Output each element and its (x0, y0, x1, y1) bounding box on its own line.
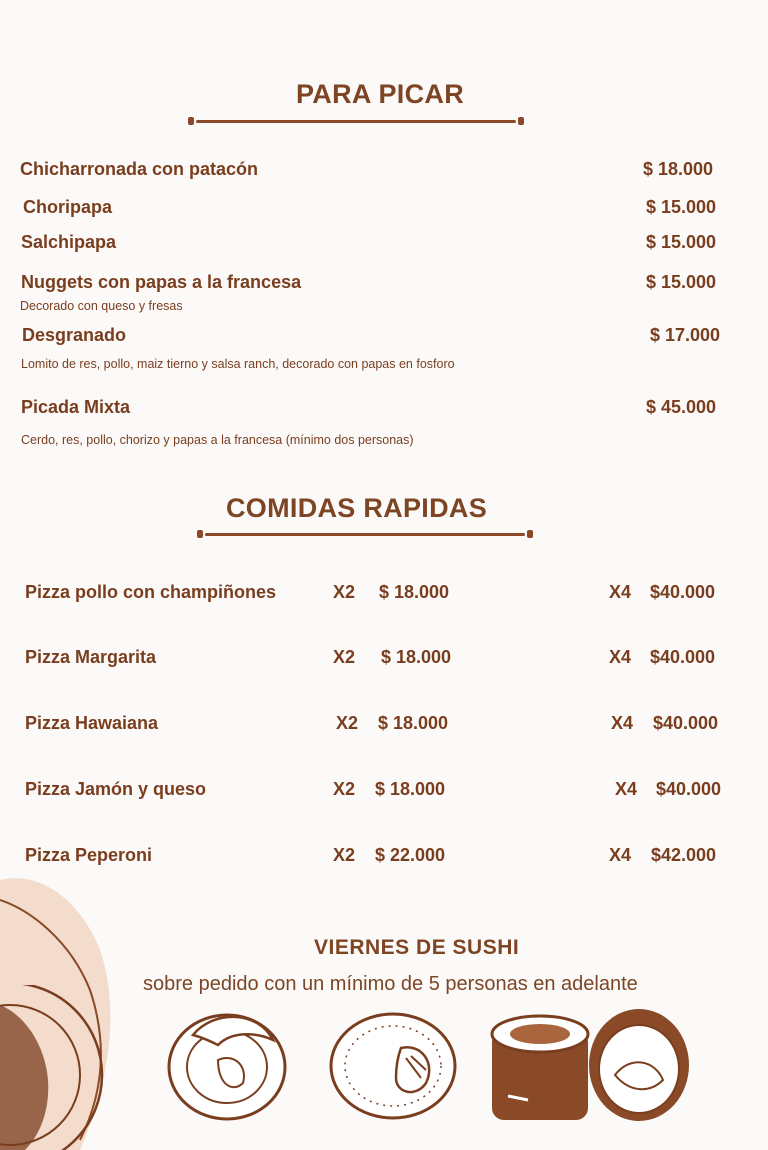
pizza-size-label: X2 (333, 582, 356, 602)
pizza-size-label: X2 (333, 779, 356, 799)
menu-item-description: Lomito de res, pollo, maiz tierno y salsa ranch, decorado con papas en fosforo (21, 357, 455, 371)
pizza-name: Pizza Jamón y queso (25, 779, 207, 799)
menu-item-price: $ 15.000 (646, 232, 717, 252)
menu-item-price: $ 45.000 (646, 397, 717, 417)
menu-item-name: Choripapa (23, 197, 113, 217)
menu-item-price: $ 17.000 (650, 325, 721, 345)
pizza-price: $ 22.000 (375, 845, 446, 865)
pizza-size-label: X2 (333, 845, 356, 865)
sushi-roll-icon (488, 1012, 592, 1124)
sushi-roll-icon (326, 1008, 461, 1120)
pizza-size-label: X2 (336, 713, 359, 733)
sushi-title: VIERNES DE SUSHI (314, 936, 520, 959)
menu-item-description: Cerdo, res, pollo, chorizo y papas a la francesa (mínimo dos personas) (21, 433, 414, 447)
pizza-price: $ 18.000 (381, 647, 452, 667)
pizza-price: $ 18.000 (379, 582, 450, 602)
menu-item-name: Picada Mixta (21, 397, 131, 417)
pizza-price: $42.000 (651, 845, 717, 865)
pizza-price: $40.000 (650, 582, 716, 602)
section-divider (197, 529, 533, 539)
section-title-para-picar: PARA PICAR (296, 79, 465, 109)
menu-item-name: Salchipapa (21, 232, 117, 252)
plate-icon (0, 985, 110, 1150)
sushi-roll-icon (163, 1005, 291, 1123)
pizza-price: $40.000 (656, 779, 722, 799)
pizza-price: $40.000 (653, 713, 719, 733)
menu-item-name: Nuggets con papas a la francesa (21, 272, 302, 292)
pizza-size-label: X2 (333, 647, 356, 667)
pizza-size-label: X4 (609, 845, 632, 865)
pizza-name: Pizza Hawaiana (25, 713, 159, 733)
pizza-size-label: X4 (611, 713, 634, 733)
pizza-name: Pizza pollo con champiñones (25, 582, 277, 602)
pizza-size-label: X4 (609, 582, 632, 602)
sushi-roll-icon (585, 1005, 693, 1125)
pizza-price: $ 18.000 (375, 779, 446, 799)
menu-item-price: $ 18.000 (643, 159, 714, 179)
pizza-price: $ 18.000 (378, 713, 449, 733)
menu-item-name: Chicharronada con patacón (20, 159, 259, 179)
section-title-comidas-rapidas: COMIDAS RAPIDAS (226, 493, 488, 523)
pizza-price: $40.000 (650, 647, 716, 667)
pizza-name: Pizza Margarita (25, 647, 157, 667)
section-divider (188, 116, 524, 126)
menu-item-name: Desgranado (22, 325, 127, 345)
menu-item-description: Decorado con queso y fresas (20, 299, 183, 313)
pizza-name: Pizza Peperoni (25, 845, 153, 865)
pizza-size-label: X4 (615, 779, 638, 799)
sushi-subtitle: sobre pedido con un mínimo de 5 personas en adelante (143, 973, 638, 995)
menu-item-price: $ 15.000 (646, 197, 717, 217)
pizza-size-label: X4 (609, 647, 632, 667)
menu-item-price: $ 15.000 (646, 272, 717, 292)
